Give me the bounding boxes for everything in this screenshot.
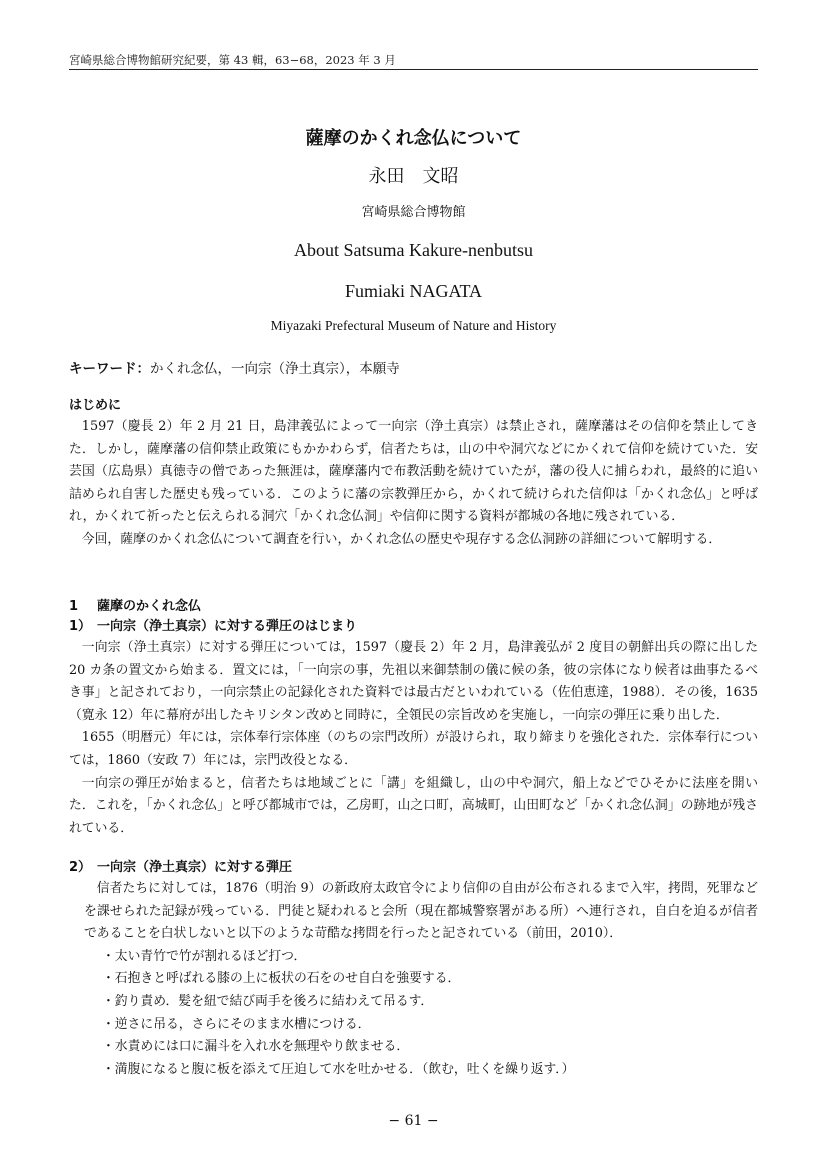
subsection-1-paragraph-1: 一向宗（浄土真宗）に対する弾圧については，1597（慶長 2）年 2 月，島津義弘が 2 度目の朝鮮出兵の際に出した 20 カ条の置文から始まる．置文には，「一向宗の事，先祖以来御禁制の儀に候の条，彼の宗体になり候者は曲事たるべき事」と記されており，一向宗禁止の記録化された資料では最古だといわれている（佐伯恵達，1988）．その後，1635（寛永 12）年に幕府が出したキリシタン改めと同時に，全領民の宗旨改めを実施し，一向宗の弾圧に乗り出した． <box>69 640 758 723</box>
list-item: ・釣り責め．髪を紐で結び両手を後ろに結わえて吊るす． <box>102 993 434 1009</box>
author-name: 永田 文昭 <box>368 166 459 187</box>
subsection-2 <box>69 858 758 1081</box>
section-1-title: 薩摩のかくれ念仏 <box>97 599 202 614</box>
section-1-number: 1 <box>69 599 79 614</box>
intro-section <box>69 396 758 552</box>
journal-header: 宮崎県総合博物館研究紀要，第 43 輯，63−68，2023 年 3 月 <box>69 53 396 67</box>
subsection-2-heading <box>69 858 758 878</box>
english-title: About Satsuma Kakure-nenbutsu <box>294 240 533 260</box>
list-item: ・太い青竹で竹が割れるほど打つ． <box>102 948 307 964</box>
section-1 <box>69 597 758 840</box>
subsection-2-body <box>84 878 758 946</box>
intro-paragraph-1: 1597（慶長 2）年 2 月 21 日，島津義弘によって一向宗（浄土真宗）は禁止され，薩摩藩はその信仰を禁止してきた．しかし，薩摩藩の信仰禁止政策にもかかわらず，信者たちは，山の中や洞穴などにかくれて信仰を続けていた．安芸国（広島県）真徳寺の僧であった無涯は，薩摩藩内で布教活動を続けていたが，藩の役人に捕らわれ，最終的に追い詰められ自害した歴史も残っている．このように藩の宗教弾圧から，かくれて続けられた信仰は「かくれ念仏」と呼ばれ，かくれて祈ったと伝えられる洞穴「かくれ念仏洞」や信仰に関する資料が都城の各地に残されている． <box>69 419 758 525</box>
list-item: ・逆さに吊る，さらにそのまま水槽につける． <box>102 1016 371 1032</box>
english-affiliation: Miyazaki Prefectural Museum of Nature and History <box>270 318 557 333</box>
author-affiliation: 宮崎県総合博物館 <box>361 205 466 220</box>
subsection-2-paragraph: 信者たちに対しては，1876（明治 9）の新政府太政官令により信仰の自由が公布されるまで入牢，拷問，死罪などを課せられた記録が残っている．門徒と疑われると会所（現在都城警察署がある所）へ連行され，自白を迫るが信者であることを白状しないと以下のような苛酷な拷問を行ったと記されている（前田，2010）． <box>84 881 758 942</box>
english-author: Fumiaki NAGATA <box>344 281 483 301</box>
subsection-1-heading <box>69 617 758 637</box>
section-1-heading <box>69 597 758 617</box>
list-item: ・水責めには口に漏斗を入れ水を無理やり飲ませる． <box>102 1039 410 1055</box>
keywords-value: かくれ念仏，一向宗（浄土真宗），本願寺 <box>150 361 400 377</box>
list-item: ・満腹になると腹に板を添えて圧迫して水を吐かせる．（飲む，吐くを繰り返す．） <box>102 1061 575 1077</box>
subsection-2-number: 2） <box>69 860 92 875</box>
subsection-1-title: 一向宗（浄土真宗）に対する弾圧のはじまり <box>97 619 358 634</box>
subsection-1-paragraph-3: 一向宗の弾圧が始まると，信者たちは地域ごとに「講」を組織し，山の中や洞穴，船上などでひそかに法座を開いた．これを，「かくれ念仏」と呼び都城市では，乙房町，山之口町，高城町，山田町など「かくれ念仏洞」の跡地が残されている． <box>69 775 758 836</box>
torture-list <box>102 946 758 1082</box>
subsection-2-title: 一向宗（浄土真宗）に対する弾圧 <box>97 860 293 875</box>
intro-paragraph-2: 今回，薩摩のかくれ念仏について調査を行い，かくれ念仏の歴史や現存する念仏洞跡の詳細について解明する． <box>81 531 722 547</box>
keywords <box>69 357 400 377</box>
keywords-label: キーワード： <box>69 361 150 377</box>
subsection-1-paragraph-2: 1655（明暦元）年には，宗体奉行宗体座（のちの宗門改所）が設けられ，取り締まりを強化された．宗体奉行については，1860（安政 7）年には，宗門改役となる． <box>69 730 758 768</box>
page-number: − 61 − <box>388 1113 439 1129</box>
paper-title: 薩摩のかくれ念仏について <box>305 128 522 149</box>
header-rule <box>69 69 758 70</box>
subsection-1-number: 1） <box>69 619 92 634</box>
intro-heading: はじめに <box>69 398 122 413</box>
list-item: ・石抱きと呼ばれる膝の上に板状の石をのせ自白を強要する． <box>102 971 461 987</box>
